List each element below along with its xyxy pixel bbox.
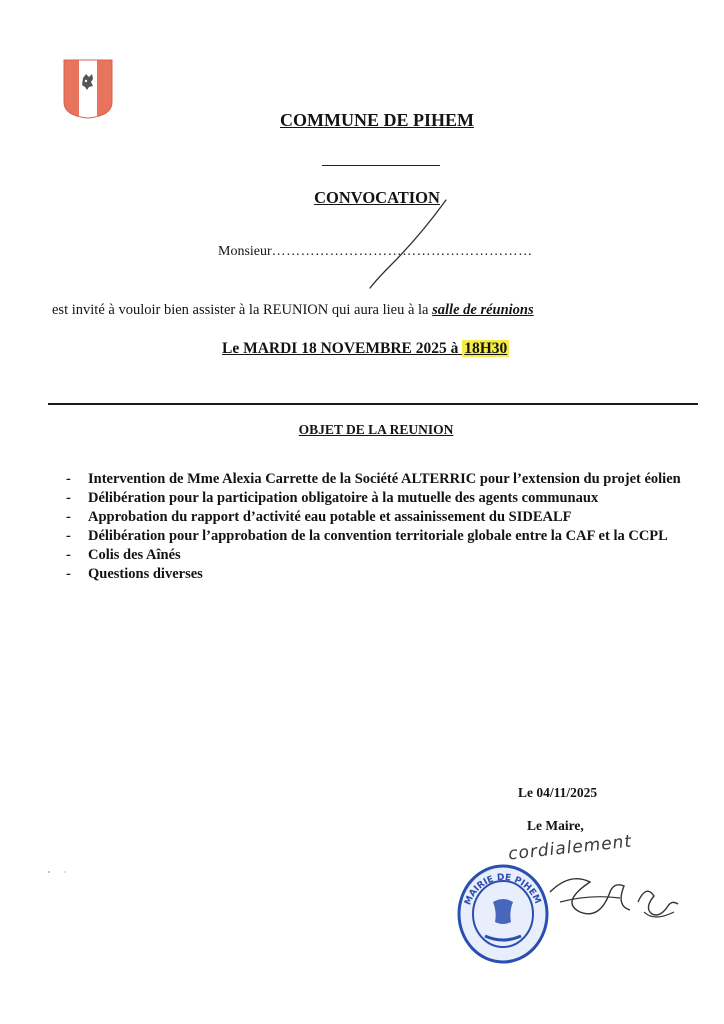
- convocation-heading: CONVOCATION: [314, 188, 440, 207]
- signature-date: Le 04/11/2025: [518, 785, 598, 800]
- agenda-item: [62, 565, 698, 584]
- invitation-body: est invité à vouloir bien assister à la REUNION qui aura lieu à la: [52, 302, 433, 318]
- agenda-title: OBJET DE LA REUNION: [298, 422, 454, 437]
- agenda-list: [62, 470, 698, 584]
- signatory-title: Le Maire,: [527, 818, 584, 833]
- signature-scribble: [540, 862, 690, 942]
- agenda-item: [62, 470, 698, 489]
- recipient-dots: ………………………………………………: [271, 244, 533, 259]
- meeting-place: salle de réunions: [432, 302, 534, 318]
- meeting-date-line: [222, 340, 509, 358]
- meeting-date: Le MARDI 18 NOVEMBRE 2025 à: [222, 340, 463, 357]
- section-divider: [48, 403, 698, 405]
- agenda-bullet: -: [66, 509, 71, 525]
- agenda-bullet: -: [66, 528, 71, 544]
- agenda-bullet: -: [66, 547, 71, 563]
- agenda-item-text: Colis des Aînés: [88, 547, 181, 563]
- agenda-item-text: Délibération pour l’approbation de la convention territoriale globale entre la CAF et la CCPL: [88, 528, 668, 544]
- pen-stroke-mark: [360, 196, 450, 292]
- svg-text:MAIRIE DE PIHEM: MAIRIE DE PIHEM: [463, 872, 543, 907]
- handwritten-note: cordialement: [507, 831, 634, 865]
- agenda-bullet: -: [66, 490, 71, 506]
- page-title: COMMUNE DE PIHEM: [280, 110, 474, 130]
- agenda-item: [62, 489, 698, 508]
- meeting-time-highlight: 18H30: [464, 340, 508, 357]
- official-stamp-icon: [455, 862, 551, 966]
- agenda-bullet: -: [66, 566, 71, 582]
- agenda-item: [62, 527, 698, 546]
- agenda-item-text: Approbation du rapport d’activité eau potable et assainissement du SIDEALF: [88, 509, 572, 525]
- agenda-item-text: Intervention de Mme Alexia Carrette de la Société ALTERRIC pour l’extension du projet éolien: [88, 471, 681, 487]
- agenda-item-text: Délibération pour la participation obligatoire à la mutuelle des agents communaux: [88, 490, 599, 506]
- agenda-item-text: Questions diverses: [88, 566, 203, 582]
- invitation-text: [52, 302, 534, 319]
- agenda-item: [62, 508, 698, 527]
- scan-specks: [45, 868, 85, 876]
- title-divider: [322, 165, 440, 166]
- recipient-label: Monsieur: [218, 244, 272, 259]
- agenda-bullet: -: [66, 471, 71, 487]
- agenda-item: [62, 546, 698, 565]
